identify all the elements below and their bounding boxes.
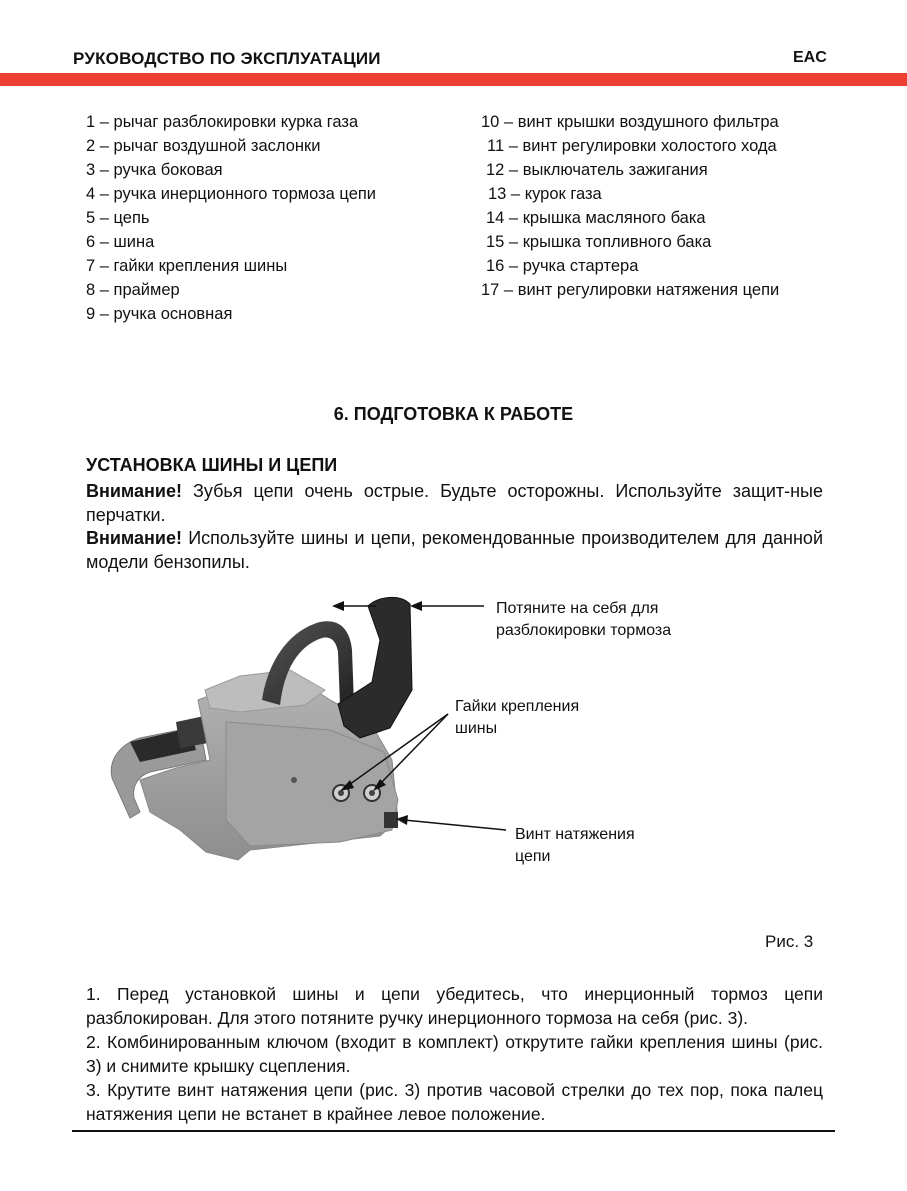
legend-item: 4 – ручка инерционного тормоза цепи [86, 185, 377, 203]
warning-label: Внимание! [86, 528, 182, 548]
legend-item: 11 – винт регулировки холостого хода [487, 137, 777, 155]
bar-nut-hole-2 [369, 790, 375, 796]
callout-line: Потяните на себя для [496, 600, 659, 617]
document-title: РУКОВОДСТВО ПО ЭКСПЛУАТАЦИИ [73, 49, 381, 68]
legend-item: 6 – шина [86, 233, 155, 251]
legend-item: 1 – рычаг разблокировки курка газа [86, 113, 359, 131]
section-title: 6. ПОДГОТОВКА К РАБОТЕ [333, 404, 574, 424]
warning-label: Внимание! [86, 481, 182, 501]
tension-screw [384, 812, 398, 828]
legend-item: 12 – выключатель зажигания [486, 161, 708, 179]
callout-brake [496, 598, 671, 642]
callout-tension-screw [515, 824, 635, 868]
callout-line: разблокировки тормоза [496, 622, 672, 639]
callout-nuts [455, 696, 579, 740]
step-1: 1. Перед установкой шины и цепи убедитесь, что инерционный тормоз цепи разблокирован. Для этого потяните ручку инерционного тормоза на себя (рис. 3). [86, 984, 823, 1028]
bottom-rule [72, 1130, 835, 1132]
legend-item: 10 – винт крышки воздушного фильтра [481, 113, 779, 131]
bar-nut-hole-1 [338, 790, 344, 796]
figure-caption: Рис. 3 [765, 932, 814, 951]
legend-item: 5 – цепь [86, 209, 150, 227]
screw-arrow [404, 820, 506, 830]
callout-line: Винт натяжения [515, 826, 635, 843]
eac-mark: EAC [793, 49, 827, 66]
warning-text: Используйте шины и цепи, рекомендованные производителем для данной модели бензопилы. [86, 528, 823, 572]
callout-line: цепи [515, 848, 551, 865]
callout-line: Гайки крепления [455, 698, 580, 715]
legend-item: 16 – ручка стартера [486, 257, 639, 275]
legend-item: 14 – крышка масляного бака [486, 209, 706, 227]
legend-item: 3 – ручка боковая [86, 161, 223, 179]
legend-item: 17 – винт регулировки натяжения цепи [481, 281, 780, 299]
legend-item: 7 – гайки крепления шины [86, 257, 288, 275]
legend-item: 9 – ручка основная [86, 305, 233, 323]
callout-line: шины [455, 720, 498, 737]
legend-item: 2 – рычаг воздушной заслонки [86, 137, 321, 155]
screw-hole [291, 777, 297, 783]
step-2: 2. Комбинированным ключом (входит в комплект) открутите гайки крепления шины (рис. 3) и снимите крышку сцепления. [86, 1032, 823, 1076]
warning-text: Зубья цепи очень острые. Будьте осторожны. Используйте защит-ные перчатки. [86, 481, 823, 525]
step-3: 3. Крутите винт натяжения цепи (рис. 3) против часовой стрелки до тех пор, пока палец натяжения цепи не встанет в крайнее левое положение. [86, 1080, 823, 1124]
subsection-title: УСТАНОВКА ШИНЫ И ЦЕПИ [86, 455, 338, 475]
legend-item: 8 – праймер [86, 281, 180, 299]
legend-item: 15 – крышка топливного бака [486, 233, 712, 251]
legend-item: 13 – курок газа [488, 185, 602, 203]
